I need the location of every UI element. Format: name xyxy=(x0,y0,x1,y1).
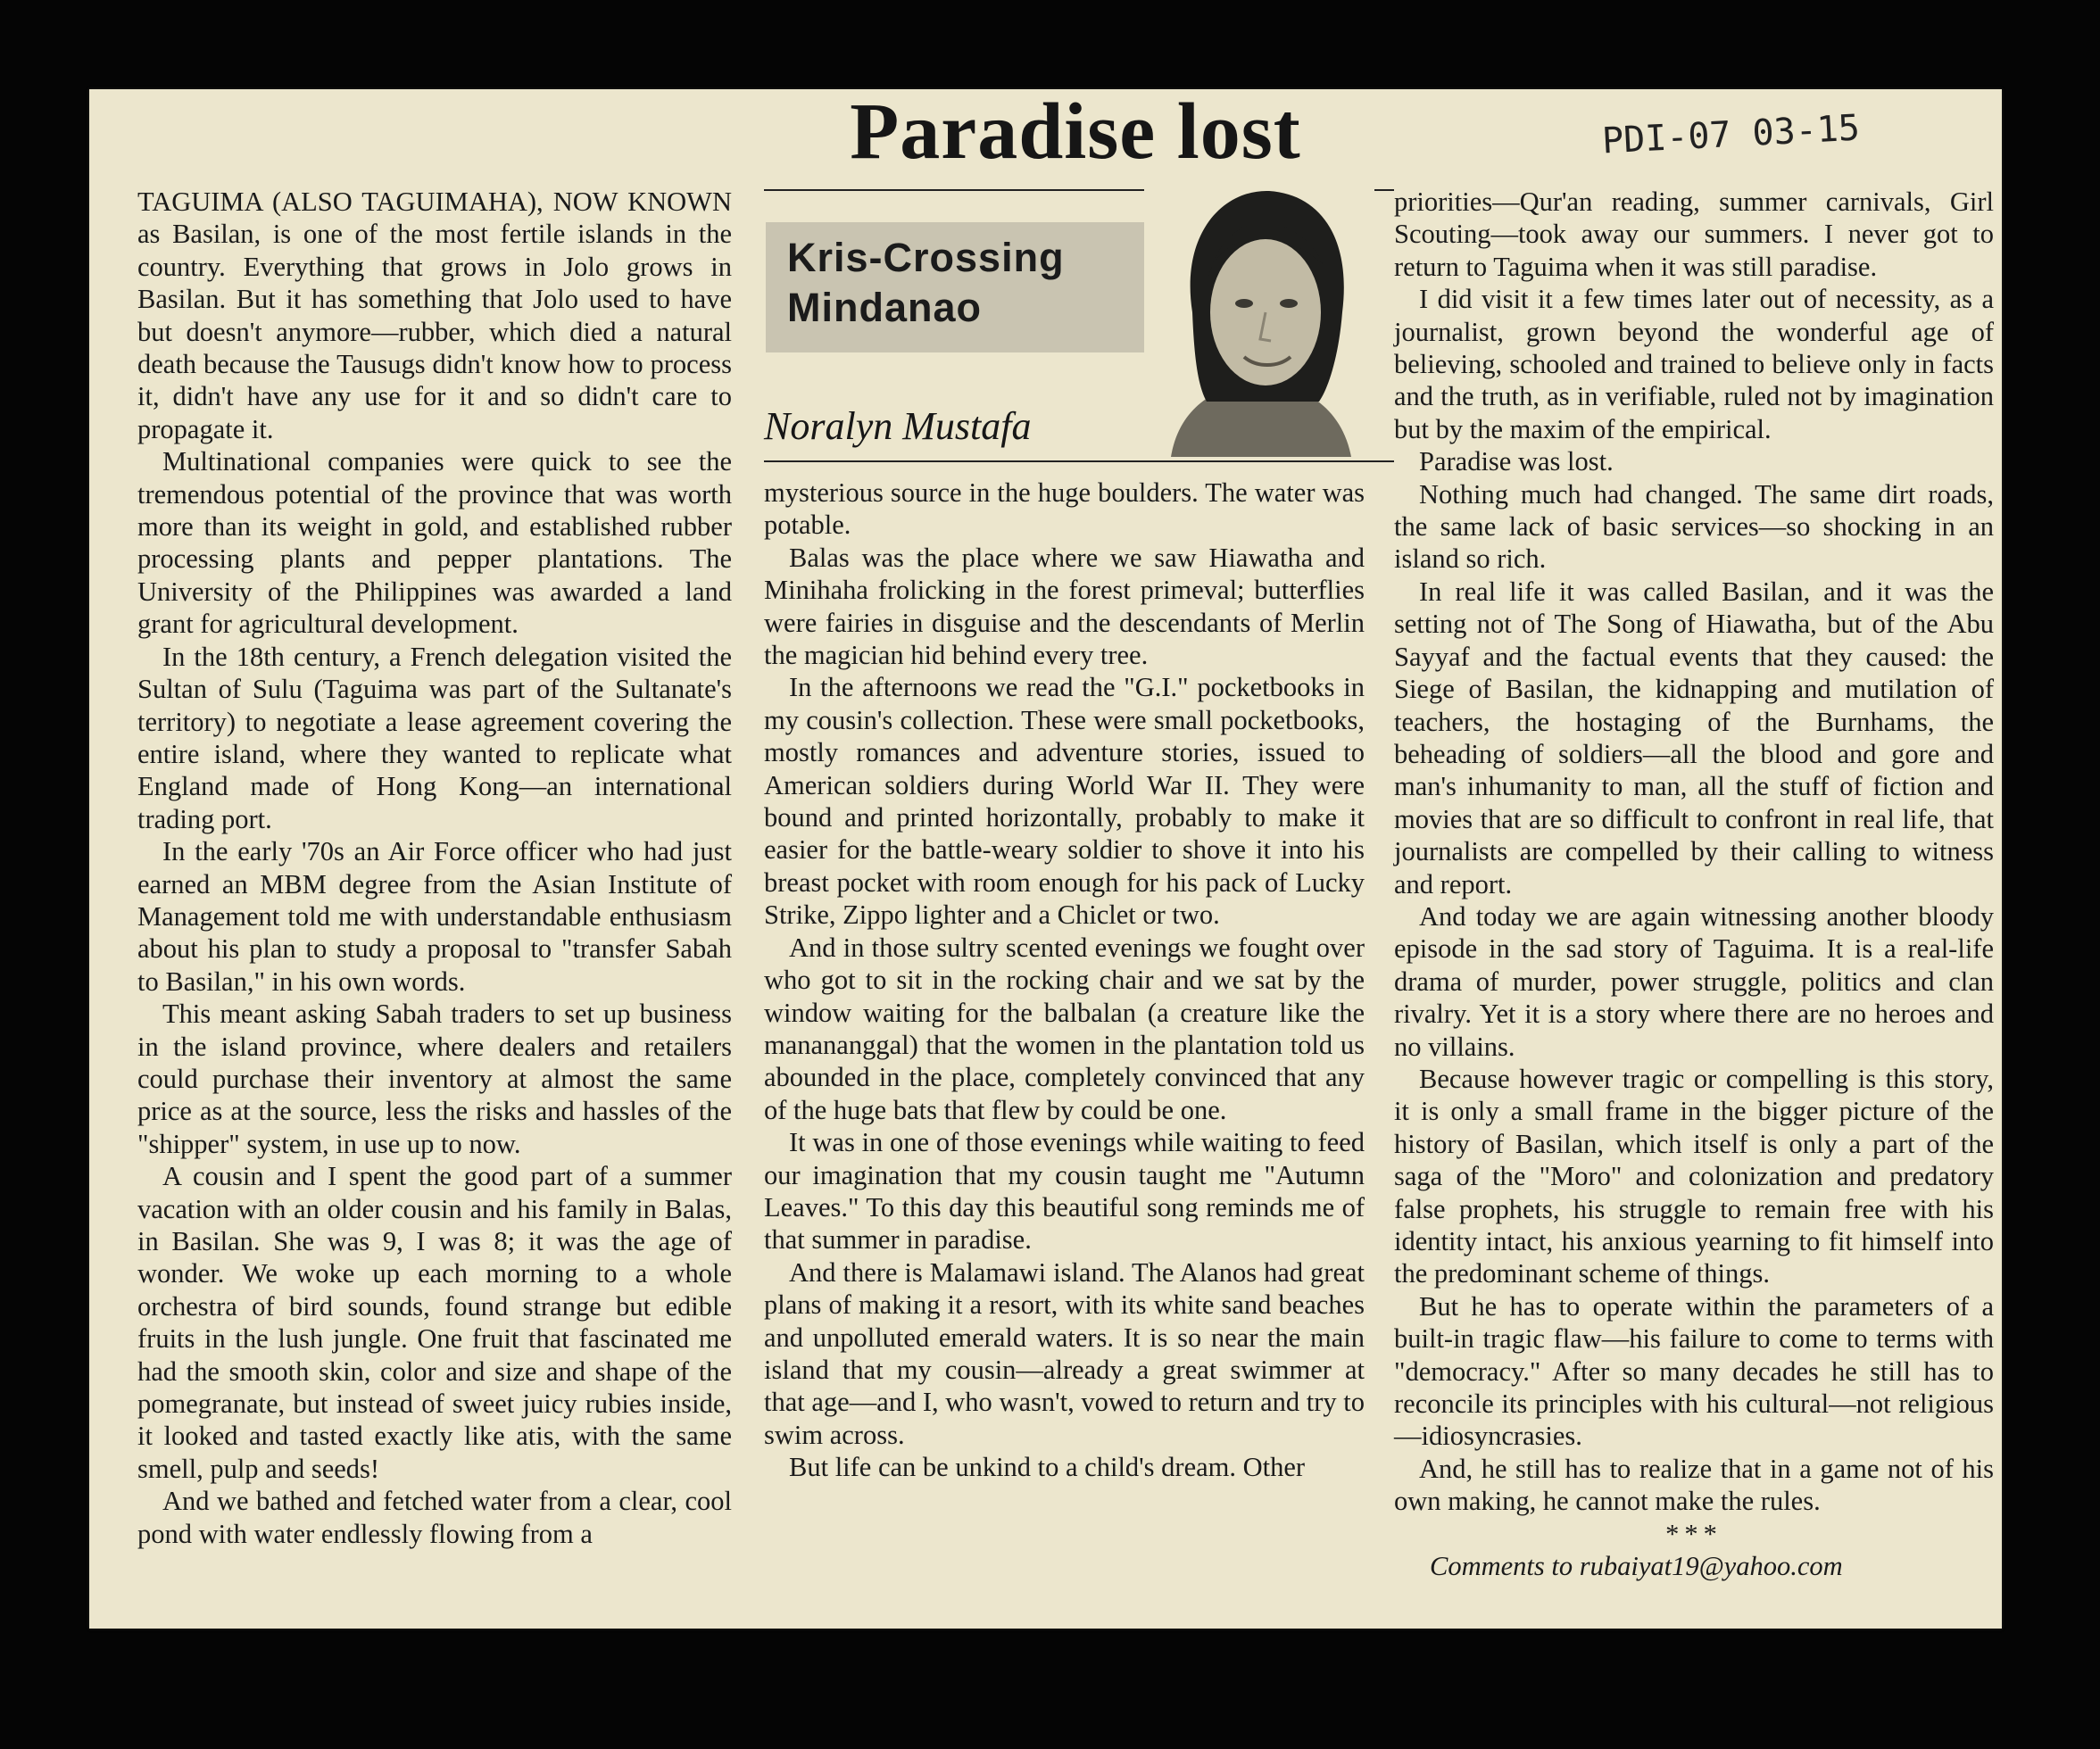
paragraph: Paradise was lost. xyxy=(1419,446,1614,477)
comments-email: Comments to rubaiyat19@yahoo.com xyxy=(1430,1551,1843,1582)
paragraph: But he has to operate within the parameters of a built-in tragic flaw—his failure to come to terms with "democracy." After so many decades he still has to reconcile its principles with his cultural—not religious—idiosyncrasies. xyxy=(1394,1290,1994,1452)
paragraph: Multinational companies were quick to see the tremendous potential of the province that was worth more than its weight in gold, and established rubber processing plants and pepper plantations. The University of the Philippines was awarded a land grant for agricultural development. xyxy=(137,446,732,640)
paragraph: But life can be unkind to a child's dream. Other xyxy=(789,1452,1306,1483)
column-name-banner xyxy=(766,222,1160,352)
paragraph: This meant asking Sabah traders to set up business in the island province, where dealers and retailers could purchase their inventory at almost the same price as at the source, less the risks and hassles of the "shipper" system, in use up to now. xyxy=(137,999,732,1159)
paragraph: Because however tragic or compelling is this story, it is only a small frame in the bigger picture of the history of Basilan, which itself is only a part of the saga of the "Moro" and colonization and predatory false prophets, his struggle to remain free with his identity intact, his anxious yearning to fit himself into the predominant scheme of things. xyxy=(1394,1063,1994,1289)
author-photo xyxy=(1144,178,1374,457)
paragraph: And there is Malamawi island. The Alanos had great plans of making it a resort, with its white sand beaches and unpolluted emerald waters. It is so near the main island that my cousin—already a great swimmer at that age—and I, who wasn't, vowed to return and try to swim across. xyxy=(764,1256,1365,1450)
author-name: Noralyn Mustafa xyxy=(764,404,1032,448)
article-column-3 xyxy=(1394,186,1994,1582)
column-name-line2: Mindanao xyxy=(787,285,982,330)
signoff-asterisks: *** xyxy=(1665,1518,1722,1549)
handwritten-note: PDI-07 03-15 xyxy=(1600,107,1861,162)
paragraph: And in those sultry scented evenings we fought over who got to sit in the rocking chair and we sat by the window waiting for the balbalan (a creature like the manananggal) that the women in the plantation told us abounded in the place, completely convinced that any of the huge bats that flew by could be one. xyxy=(764,932,1365,1125)
paragraph: I did visit it a few times later out of necessity, as a journalist, grown beyond the wonderful age of believing, schooled and trained to believe only in facts and the truth, as in verifiable, ruled not by imagination but by the maxim of the empirical. xyxy=(1394,284,1994,444)
paragraph: A cousin and I spent the good part of a summer vacation with an older cousin and his family in Balas, in Basilan. She was 9, I was 8; it was the age of wonder. We woke up each morning to a whole orchestra of bird sounds, found strange but edible fruits in the lush jungle. One fruit that fascinated me had the smooth skin, color and size and shape of the pomegranate, but instead of sweet juicy rubies inside, it looked and tasted exactly like atis, with the same smell, pulp and seeds! xyxy=(137,1161,732,1484)
article-column-1 xyxy=(137,186,732,1550)
article-column-2 xyxy=(764,477,1365,1484)
paragraph: priorities—Qur'an reading, summer carnivals, Girl Scouting—took away our summers. I never got to return to Taguima when it was still paradise. xyxy=(1394,187,1994,282)
column-name-line1: Kris-Crossing xyxy=(787,235,1065,280)
paragraph: In the afternoons we read the "G.I." pocketbooks in my cousin's collection. These were small pocketbooks, mostly romances and adventure stories, issued to American soldiers during World War II. They were bound and printed horizontally, probably to make it easier for the battle-weary soldier to shove it into his breast pocket with room enough for his pack of Lucky Strike, Zippo lighter and a Chiclet or two. xyxy=(764,672,1365,931)
paragraph: Nothing much had changed. The same dirt roads, the same lack of basic services—so shocking in an island so rich. xyxy=(1394,478,1994,575)
paragraph: In the early '70s an Air Force officer who had just earned an MBM degree from the Asian Institute of Management told me with understandable enthusiasm about his plan to study a proposal to "transfer Sabah to Basilan," in his own words. xyxy=(137,836,732,997)
paragraph: Balas was the place where we saw Hiawatha and Minihaha frolicking in the forest primeval; butterflies were fairies in disguise and the descendants of Merlin the magician hid behind every tree. xyxy=(764,542,1365,671)
paragraph: In real life it was called Basilan, and it was the setting not of The Song of Hiawatha, but of the Abu Sayyaf and the factual events that they caused: the Siege of Basilan, the kidnapping and mutilation of teachers, the hostaging of the Burnhams, the beheading of soldiers—all the blood and gore and man's inhumanity to man, all the stuff of fiction and movies that are so difficult to confront in real life, that journalists are compelled by their calling to witness and report. xyxy=(1394,576,1994,899)
paragraph: And, he still has to realize that in a game not of his own making, he cannot make the rules. xyxy=(1394,1453,1994,1517)
paragraph: And today we are again witnessing another bloody episode in the sad story of Taguima. It is a real-life drama of murder, power struggle, politics and clan rivalry. Yet it is a story where there are no heroes and no villains. xyxy=(1394,900,1994,1062)
paragraph: In the 18th century, a French delegation visited the Sultan of Sulu (Taguima was part of the Sultanate's territory) to negotiate a lease agreement covering the entire island, where they wanted to replicate what England made of Hong Kong—an international trading port. xyxy=(137,641,732,834)
paragraph: TAGUIMA (ALSO TAGUIMAHA), NOW KNOWN as Basilan, is one of the most fertile islands in the country. Everything that grows in Jolo grows in Basilan. But it has something that Jolo used to have but doesn't anymore—rubber, which died a natural death because the Tausugs didn't know how to process it, didn't have any use for it and so didn't care to propagate it. xyxy=(137,187,732,444)
paragraph: mysterious source in the huge boulders. The water was potable. xyxy=(764,477,1365,541)
paragraph: And we bathed and fetched water from a clear, cool pond with water endlessly flowing from a xyxy=(137,1486,732,1549)
article-title: Paradise lost xyxy=(850,87,1301,176)
paragraph: It was in one of those evenings while waiting to feed our imagination that my cousin taught me "Autumn Leaves." To this day this beautiful song reminds me of that summer in paradise. xyxy=(764,1127,1365,1256)
